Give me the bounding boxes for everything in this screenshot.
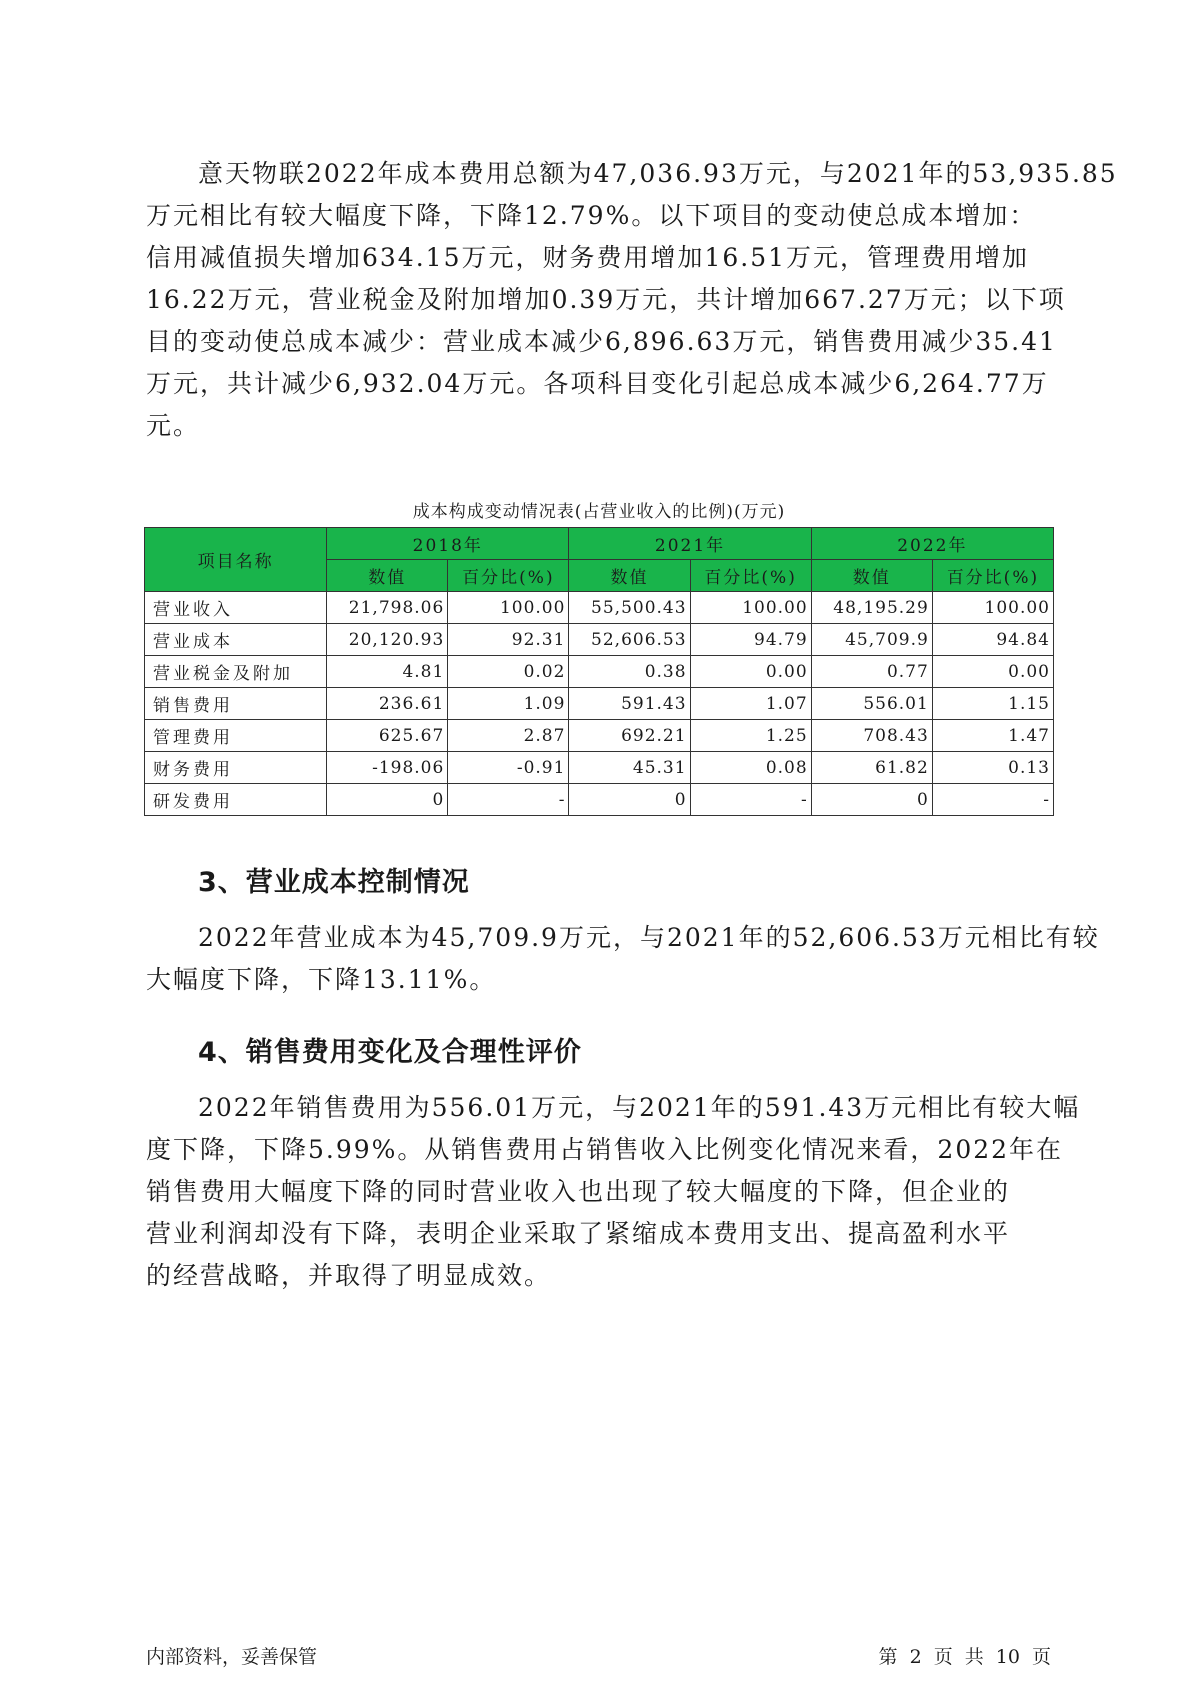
table-row: [145, 656, 1054, 688]
header-year: 2022年: [811, 528, 1053, 560]
table-row: [145, 688, 1054, 720]
sales-expense-paragraph: [146, 1087, 1081, 1297]
cost-control-paragraph: [146, 917, 1100, 1001]
percent-cell: 0.08: [690, 752, 811, 784]
row-label: 营业收入: [145, 592, 327, 624]
percent-cell: -: [448, 784, 569, 816]
value-cell: 692.21: [569, 720, 690, 752]
header-percent: 百分比(%): [690, 560, 811, 592]
text-line: 2022年销售费用为556.01万元，与2021年的591.43万元相比有较大幅: [198, 1093, 1081, 1122]
percent-cell: 1.47: [932, 720, 1053, 752]
text-line: 意天物联2022年成本费用总额为47,036.93万元，与2021年的53,935.85: [198, 159, 1118, 188]
text-line: 目的变动使总成本减少：营业成本减少6,896.63万元，销售费用减少35.41: [146, 327, 1057, 356]
value-cell: 556.01: [811, 688, 932, 720]
percent-cell: 94.84: [932, 624, 1053, 656]
text-line: 销售费用大幅度下降的同时营业收入也出现了较大幅度的下降，但企业的: [146, 1177, 1011, 1206]
text-line: 营业利润却没有下降，表明企业采取了紧缩成本费用支出、提高盈利水平: [146, 1219, 1011, 1248]
percent-cell: 1.25: [690, 720, 811, 752]
percent-cell: -0.91: [448, 752, 569, 784]
percent-cell: 92.31: [448, 624, 569, 656]
row-label: 营业成本: [145, 624, 327, 656]
text-line: 16.22万元，营业税金及附加增加0.39万元，共计增加667.27万元；以下项: [146, 285, 1066, 314]
text-line: 信用减值损失增加634.15万元，财务费用增加16.51万元，管理费用增加: [146, 243, 1030, 272]
intro-paragraph: [146, 153, 1118, 447]
row-label: 财务费用: [145, 752, 327, 784]
page-number: 第 2 页 共 10 页: [878, 1646, 1051, 1668]
value-cell: 20,120.93: [327, 624, 448, 656]
percent-cell: 94.79: [690, 624, 811, 656]
table-row: [145, 592, 1054, 624]
value-cell: 0: [811, 784, 932, 816]
value-cell: 625.67: [327, 720, 448, 752]
percent-cell: 0.13: [932, 752, 1053, 784]
section-heading-3: 3、营业成本控制情况: [198, 867, 470, 898]
header-percent: 百分比(%): [932, 560, 1053, 592]
percent-cell: -: [932, 784, 1053, 816]
value-cell: 21,798.06: [327, 592, 448, 624]
row-label: 营业税金及附加: [145, 656, 327, 688]
section-heading-4: 4、销售费用变化及合理性评价: [198, 1037, 582, 1068]
value-cell: 45.31: [569, 752, 690, 784]
value-cell: 591.43: [569, 688, 690, 720]
value-cell: 48,195.29: [811, 592, 932, 624]
footer-confidential-note: 内部资料，妥善保管: [146, 1646, 318, 1668]
value-cell: 0: [569, 784, 690, 816]
header-value: 数值: [811, 560, 932, 592]
value-cell: 0: [327, 784, 448, 816]
value-cell: 708.43: [811, 720, 932, 752]
value-cell: 55,500.43: [569, 592, 690, 624]
percent-cell: 100.00: [690, 592, 811, 624]
percent-cell: 0.00: [690, 656, 811, 688]
percent-cell: 100.00: [448, 592, 569, 624]
header-year: 2021年: [569, 528, 811, 560]
header-item-name: 项目名称: [145, 528, 327, 592]
text-line: 万元相比有较大幅度下降，下降12.79%。以下项目的变动使总成本增加：: [146, 201, 1037, 230]
table-row: [145, 624, 1054, 656]
header-year: 2018年: [327, 528, 569, 560]
cost-structure-table: [144, 527, 1054, 816]
table-body: [145, 592, 1054, 816]
table-row: [145, 720, 1054, 752]
text-line: 度下降，下降5.99%。从销售费用占销售收入比例变化情况来看，2022年在: [146, 1135, 1064, 1164]
row-label: 管理费用: [145, 720, 327, 752]
percent-cell: 100.00: [932, 592, 1053, 624]
percent-cell: 2.87: [448, 720, 569, 752]
row-label: 研发费用: [145, 784, 327, 816]
value-cell: 0.77: [811, 656, 932, 688]
row-label: 销售费用: [145, 688, 327, 720]
text-line: 元。: [146, 411, 201, 440]
value-cell: -198.06: [327, 752, 448, 784]
percent-cell: 1.07: [690, 688, 811, 720]
text-line: 大幅度下降，下降13.11%。: [146, 965, 497, 994]
percent-cell: 0.02: [448, 656, 569, 688]
text-line: 的经营战略，并取得了明显成效。: [146, 1261, 552, 1290]
value-cell: 52,606.53: [569, 624, 690, 656]
header-percent: 百分比(%): [448, 560, 569, 592]
text-line: 万元，共计减少6,932.04万元。各项科目变化引起总成本减少6,264.77万: [146, 369, 1049, 398]
percent-cell: 1.15: [932, 688, 1053, 720]
header-value: 数值: [569, 560, 690, 592]
value-cell: 236.61: [327, 688, 448, 720]
percent-cell: -: [690, 784, 811, 816]
value-cell: 0.38: [569, 656, 690, 688]
value-cell: 61.82: [811, 752, 932, 784]
table-row: [145, 784, 1054, 816]
percent-cell: 0.00: [932, 656, 1053, 688]
value-cell: 45,709.9: [811, 624, 932, 656]
table-caption: 成本构成变动情况表(占营业收入的比例)(万元): [412, 502, 786, 522]
header-value: 数值: [327, 560, 448, 592]
value-cell: 4.81: [327, 656, 448, 688]
text-line: 2022年营业成本为45,709.9万元，与2021年的52,606.53万元相比有较: [198, 923, 1100, 952]
table-row: [145, 752, 1054, 784]
percent-cell: 1.09: [448, 688, 569, 720]
